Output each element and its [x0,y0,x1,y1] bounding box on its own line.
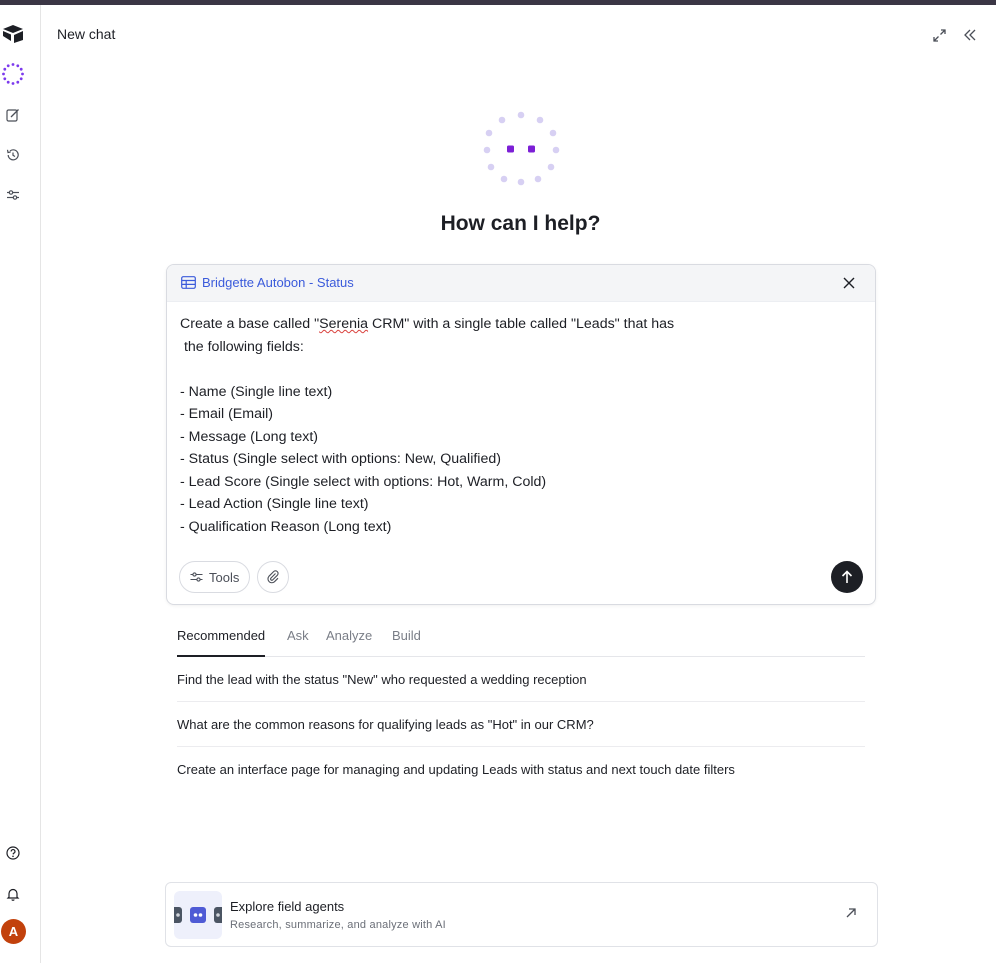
tab-recommended[interactable]: Recommended [177,628,265,657]
collapse-panel-button[interactable] [961,26,979,44]
explore-subtitle: Research, summarize, and analyze with AI [230,919,446,931]
field-agents-thumbnail [174,891,222,939]
remove-context-button[interactable] [841,275,857,291]
chat-composer [166,264,876,605]
explore-title: Explore field agents [230,899,345,914]
attach-button[interactable] [257,561,289,593]
table-icon [181,276,196,289]
close-icon [841,275,857,291]
context-chip[interactable] [181,275,354,290]
settings-button[interactable] [0,182,26,208]
open-external-icon [843,905,859,921]
airtable-logo-icon [2,23,24,43]
assistant-loading-indicator [480,110,562,188]
notifications-button[interactable] [0,881,26,907]
user-avatar[interactable]: A [1,919,26,944]
left-rail [0,5,41,963]
app-logo[interactable] [0,20,26,46]
top-accent-bar [0,0,996,5]
prompt-input[interactable]: Create a base called "Serenia CRM" with a single table called "Leads" that has the following fields: - Name (Single line text) - Email (Email) - Message (Long text) - Status (Single select with options: New, Qualified) - Lead Score (Single select with options: Hot, Warm, Cold) - Lead Action (Single line text) - Qualification Reason (Long text) [180,316,675,535]
expand-button[interactable] [930,26,948,44]
suggestion-item[interactable]: Create an interface page for managing and updating Leads with status and next touch date filters [177,762,735,777]
tools-label: Tools [209,569,240,585]
sliders-icon [6,188,20,202]
page-title: New chat [57,26,116,42]
tab-build[interactable]: Build [392,628,421,643]
bell-icon [6,887,20,901]
send-button[interactable] [831,561,863,593]
context-bar [167,265,875,302]
help-button[interactable] [0,840,26,866]
suggestion-item[interactable]: Find the lead with the status "New" who requested a wedding reception [177,657,865,702]
explore-field-agents-card[interactable] [165,882,878,947]
paperclip-icon [266,570,280,584]
context-label: Bridgette Autobon - Status [202,275,354,290]
sliders-icon [190,571,203,583]
misspelled-word: Serenia [319,316,369,332]
tools-button[interactable] [179,561,250,593]
history-button[interactable] [0,142,26,168]
help-circle-icon [6,846,20,860]
suggestion-item[interactable]: What are the common reasons for qualifying leads as "Hot" in our CRM? [177,702,865,747]
omni-sparkle-icon [1,62,25,86]
history-icon [6,148,20,162]
new-chat-button[interactable] [0,102,26,128]
compose-icon [6,108,20,122]
omni-assistant-button[interactable] [0,61,26,87]
suggestion-tabs [177,620,865,657]
hero-heading: How can I help? [440,212,601,235]
double-chevron-left-icon [963,28,977,42]
expand-icon [933,29,946,42]
arrow-up-icon [841,570,853,584]
tab-analyze[interactable]: Analyze [326,628,373,643]
tab-ask[interactable]: Ask [287,628,309,643]
